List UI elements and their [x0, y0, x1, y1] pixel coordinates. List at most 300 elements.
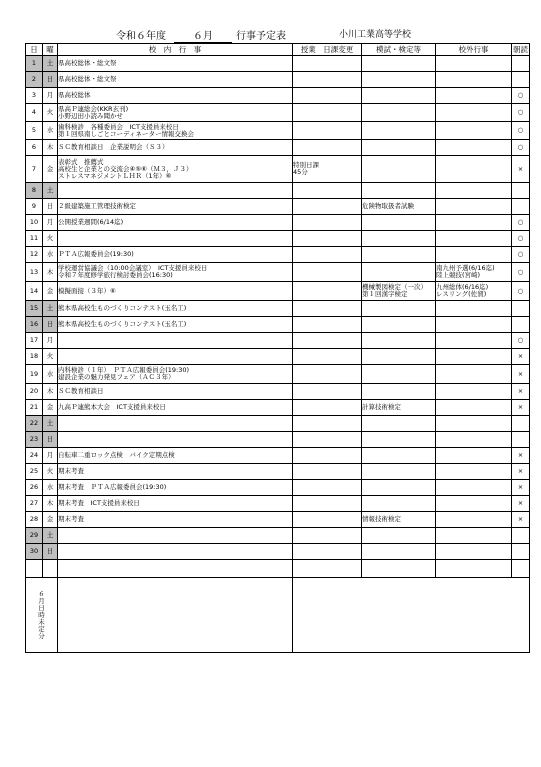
reading-mark — [512, 301, 530, 317]
school-event — [58, 496, 293, 512]
school-event — [58, 282, 293, 301]
school-event — [58, 333, 293, 349]
class-change — [293, 140, 362, 156]
weekday: 土 — [43, 56, 58, 72]
class-change-line: 特別日課 — [293, 161, 319, 169]
external-event — [436, 88, 512, 104]
reading-mark: × — [512, 480, 530, 496]
reading-mark — [512, 56, 530, 72]
mock-test — [362, 56, 436, 72]
reading-mark: ○ — [512, 282, 530, 301]
schedule-row — [26, 183, 530, 199]
external-event — [436, 301, 512, 317]
schedule-row — [26, 333, 530, 349]
external-event — [436, 400, 512, 416]
weekday: 土 — [43, 183, 58, 199]
reading-mark: ○ — [512, 88, 530, 104]
schedule-row — [26, 416, 530, 432]
school-event — [58, 512, 293, 528]
weekday: 月 — [43, 215, 58, 231]
mock-test — [362, 448, 436, 464]
external-event — [436, 282, 512, 301]
external-event — [436, 156, 512, 183]
external-event — [436, 231, 512, 247]
external-event — [436, 140, 512, 156]
external-event — [436, 416, 512, 432]
weekday: 月 — [43, 333, 58, 349]
external-event — [436, 122, 512, 140]
undetermined-label — [26, 578, 58, 653]
school-event — [58, 400, 293, 416]
class-change — [293, 317, 362, 333]
class-change — [293, 231, 362, 247]
weekday: 日 — [43, 72, 58, 88]
mock-test — [362, 432, 436, 448]
school-event-line: 模擬面接（３年）⑥ — [58, 286, 116, 295]
weekday: 月 — [43, 448, 58, 464]
reading-mark: × — [512, 156, 530, 183]
schedule-row — [26, 317, 530, 333]
blank-row — [26, 560, 530, 578]
col-mock-tests: 模試・検定等 — [362, 44, 436, 56]
day-number: 2 — [26, 72, 43, 88]
day-number: 24 — [26, 448, 43, 464]
class-change — [293, 72, 362, 88]
reading-mark: ○ — [512, 247, 530, 263]
school-event-line: 九高Ｐ連熊本大会 ICT支援員来校日 — [58, 403, 166, 411]
mock-test — [362, 72, 436, 88]
school-event-line: 高校生と企業との交流会④⑤⑥（Ｍ３，Ｊ３） — [58, 164, 193, 173]
schedule-row — [26, 231, 530, 247]
mock-test — [362, 349, 436, 365]
day-number: 14 — [26, 282, 43, 301]
school-event — [58, 247, 293, 263]
external-event — [436, 496, 512, 512]
title-row — [0, 27, 541, 43]
schedule-row — [26, 104, 530, 122]
school-event-line: ＳＣ教育相談日 企業説明会（Ｓ３） — [58, 143, 169, 151]
school-event — [58, 384, 293, 400]
day-number: 18 — [26, 349, 43, 365]
weekday: 水 — [43, 247, 58, 263]
reading-mark — [512, 432, 530, 448]
external-event-line: レスリング(佐賀) — [436, 290, 487, 298]
mock-test — [362, 122, 436, 140]
reading-mark: × — [512, 464, 530, 480]
weekday: 土 — [43, 528, 58, 544]
undetermined-label-char: 時 — [38, 610, 45, 619]
schedule-row — [26, 448, 530, 464]
external-event — [436, 263, 512, 282]
school-event-line: 期末考査 ＰＴＡ広報委員会(19:30) — [58, 483, 167, 491]
school-event — [58, 215, 293, 231]
undetermined-label-char: 分 — [38, 631, 45, 640]
reading-mark: × — [512, 400, 530, 416]
weekday: 火 — [43, 464, 58, 480]
mock-test — [362, 400, 436, 416]
school-event-line: 期末考査 — [58, 515, 84, 523]
school-event-line: 公開授業週間(6/14迄) — [58, 218, 124, 226]
schedule-row — [26, 512, 530, 528]
school-event-line: 令和７年度修学旅行検討委員会(16:30) — [58, 271, 173, 279]
school-event — [58, 301, 293, 317]
day-number: 25 — [26, 464, 43, 480]
schedule-row — [26, 464, 530, 480]
schedule-row — [26, 215, 530, 231]
external-event — [436, 72, 512, 88]
day-number: 7 — [26, 156, 43, 183]
schedule-row — [26, 432, 530, 448]
school-event — [58, 231, 293, 247]
weekday: 火 — [43, 231, 58, 247]
schedule-row — [26, 72, 530, 88]
mock-test — [362, 215, 436, 231]
undetermined-label-char: 日 — [38, 603, 45, 612]
class-change — [293, 464, 362, 480]
schedule-row — [26, 496, 530, 512]
reading-mark: ○ — [512, 122, 530, 140]
schedule-row — [26, 263, 530, 282]
external-event — [436, 432, 512, 448]
reading-mark: ○ — [512, 104, 530, 122]
school-event-line: 小野辺田小読み聞かせ — [58, 111, 123, 120]
reading-mark: × — [512, 512, 530, 528]
school-event-line: 期末考査 ICT支援員来校日 — [58, 499, 140, 507]
external-event — [436, 349, 512, 365]
col-school-events: 校 内 行 事 — [58, 44, 293, 56]
schedule-row — [26, 56, 530, 72]
weekday: 日 — [43, 199, 58, 215]
class-change — [293, 156, 362, 183]
school-event-line: 熊本県高校生ものづくりコンテスト(玉名工) — [58, 320, 187, 328]
class-change — [293, 496, 362, 512]
mock-test-line: 危険物取扱者試験 — [362, 202, 414, 210]
school-event — [58, 156, 293, 183]
school-event — [58, 140, 293, 156]
day-number: 21 — [26, 400, 43, 416]
mock-test — [362, 156, 436, 183]
class-change — [293, 104, 362, 122]
mock-test — [362, 496, 436, 512]
school-event — [58, 183, 293, 199]
weekday: 木 — [43, 263, 58, 282]
reading-mark: ○ — [512, 263, 530, 282]
mock-test — [362, 317, 436, 333]
month-label: ６月 — [174, 27, 232, 43]
external-event — [436, 384, 512, 400]
class-change — [293, 365, 362, 384]
school-event — [58, 122, 293, 140]
class-change — [293, 199, 362, 215]
school-event-line: 内科検診（１年） ＰＴＡ広報委員会(19:30) — [58, 366, 190, 374]
class-change — [293, 349, 362, 365]
school-event — [58, 317, 293, 333]
external-event — [436, 183, 512, 199]
school-event — [58, 72, 293, 88]
weekday: 木 — [43, 496, 58, 512]
schedule-row — [26, 301, 530, 317]
external-event — [436, 199, 512, 215]
weekday: 木 — [43, 384, 58, 400]
school-event-line: 県高校総体・総文祭 — [58, 75, 117, 83]
day-number: 17 — [26, 333, 43, 349]
schedule-row — [26, 480, 530, 496]
class-change — [293, 88, 362, 104]
class-change — [293, 432, 362, 448]
mock-test-line: 機械製図検定（一次） — [362, 283, 427, 291]
mock-test — [362, 464, 436, 480]
school-event-line: ＳＣ教育相談日 — [58, 387, 104, 395]
day-number: 15 — [26, 301, 43, 317]
reading-mark: ○ — [512, 215, 530, 231]
school-event — [58, 416, 293, 432]
school-event-line: 熊本県高校生ものづくりコンテスト(玉名工) — [58, 304, 187, 312]
school-event — [58, 432, 293, 448]
undetermined-label-char: 定 — [38, 624, 45, 633]
mock-test — [362, 140, 436, 156]
class-change — [293, 416, 362, 432]
col-morning-reading: 朝読 — [513, 45, 528, 54]
day-number: 13 — [26, 263, 43, 282]
schedule-row — [26, 365, 530, 384]
reading-mark: × — [512, 365, 530, 384]
mock-test — [362, 480, 436, 496]
school-event-line: 第１回県南しごとコーディネーター情報交換会 — [58, 129, 194, 138]
undetermined-events-cell — [58, 578, 293, 653]
day-number: 26 — [26, 480, 43, 496]
day-number: 10 — [26, 215, 43, 231]
day-number: 12 — [26, 247, 43, 263]
class-change — [293, 400, 362, 416]
mock-test — [362, 183, 436, 199]
class-change — [293, 282, 362, 301]
class-change — [293, 480, 362, 496]
reading-mark: ○ — [512, 140, 530, 156]
reading-mark: × — [512, 448, 530, 464]
class-change — [293, 384, 362, 400]
external-event — [436, 317, 512, 333]
col-external-events: 校外行事 — [436, 44, 512, 56]
weekday: 日 — [43, 317, 58, 333]
school-event-line: 表彰式 推薦式 — [58, 157, 104, 166]
mock-test-line: 情報技術検定 — [362, 515, 401, 523]
mock-test — [362, 512, 436, 528]
school-event-line: 学校運営協議会（10:00会議室） ICT支援員来校日 — [58, 264, 208, 272]
day-number: 1 — [26, 56, 43, 72]
col-weekday: 曜 — [43, 44, 58, 56]
external-event — [436, 247, 512, 263]
schedule-row — [26, 88, 530, 104]
fiscal-year: 令和６年度 — [116, 31, 166, 42]
weekday: 土 — [43, 416, 58, 432]
external-event — [436, 333, 512, 349]
school-event — [58, 464, 293, 480]
school-event — [58, 544, 293, 560]
external-event-line: 陸上競技(宮崎) — [436, 271, 481, 279]
undetermined-other-cell — [293, 578, 530, 653]
reading-mark: × — [512, 349, 530, 365]
weekday: 金 — [43, 512, 58, 528]
reading-mark: ○ — [512, 333, 530, 349]
external-event — [436, 215, 512, 231]
schedule-row — [26, 140, 530, 156]
reading-mark: ○ — [512, 231, 530, 247]
school-event — [58, 349, 293, 365]
class-change — [293, 183, 362, 199]
school-event-line: ＰＴＡ広報委員会(19:30) — [58, 250, 134, 258]
mock-test — [362, 199, 436, 215]
class-change-line: 45分 — [293, 168, 308, 176]
class-change — [293, 544, 362, 560]
schedule-row — [26, 544, 530, 560]
class-change — [293, 122, 362, 140]
day-number: 23 — [26, 432, 43, 448]
schedule-row — [26, 384, 530, 400]
school-event-line: 県高校総体 — [58, 91, 91, 99]
schedule-row — [26, 156, 530, 183]
mock-test — [362, 528, 436, 544]
mock-test — [362, 88, 436, 104]
schedule-row — [26, 282, 530, 301]
external-event — [436, 365, 512, 384]
day-number: 5 — [26, 122, 43, 140]
school-event — [58, 448, 293, 464]
weekday: 水 — [43, 365, 58, 384]
undetermined-label-char: 未 — [38, 617, 45, 626]
mock-test — [362, 104, 436, 122]
class-change — [293, 333, 362, 349]
external-event — [436, 104, 512, 122]
school-event-line: 県高Ｐ連総会(KKR玄刊) — [58, 104, 129, 113]
col-class-change: 授業 日課変更 — [293, 44, 362, 56]
undetermined-label-char: 月 — [38, 596, 45, 605]
external-event-line: 南九州予選(6/16迄) — [436, 264, 495, 272]
reading-mark — [512, 544, 530, 560]
school-event-line: ２級建築施工管理技術検定 — [58, 202, 136, 210]
mock-test — [362, 301, 436, 317]
external-event — [436, 544, 512, 560]
school-event — [58, 528, 293, 544]
class-change — [293, 448, 362, 464]
weekday: 水 — [43, 480, 58, 496]
day-number: 16 — [26, 317, 43, 333]
school-event-line: ストレスマネジメントＬＨＲ（1年）⑥ — [58, 171, 172, 180]
mock-test — [362, 282, 436, 301]
mock-test — [362, 333, 436, 349]
weekday: 金 — [43, 282, 58, 301]
external-event-line: 九州総体(6/16迄) — [436, 283, 489, 291]
class-change — [293, 215, 362, 231]
mock-test — [362, 544, 436, 560]
day-number: 30 — [26, 544, 43, 560]
external-event — [436, 56, 512, 72]
school-name: 小川工業高等学校 — [339, 30, 412, 40]
day-number: 19 — [26, 365, 43, 384]
school-event-line: 自転車二重ロック点検 バイク定期点検 — [58, 451, 175, 459]
reading-mark: × — [512, 384, 530, 400]
col-day: 日 — [26, 44, 43, 56]
external-event — [436, 528, 512, 544]
class-change — [293, 301, 362, 317]
school-event — [58, 263, 293, 282]
weekday: 木 — [43, 140, 58, 156]
schedule-row — [26, 349, 530, 365]
schedule-row — [26, 199, 530, 215]
school-event — [58, 365, 293, 384]
class-change — [293, 263, 362, 282]
schedule-row — [26, 247, 530, 263]
reading-mark — [512, 317, 530, 333]
day-number: 4 — [26, 104, 43, 122]
day-number: 22 — [26, 416, 43, 432]
reading-mark — [512, 416, 530, 432]
school-event — [58, 56, 293, 72]
weekday: 火 — [43, 349, 58, 365]
external-event — [436, 464, 512, 480]
school-event — [58, 104, 293, 122]
day-number: 8 — [26, 183, 43, 199]
weekday: 金 — [43, 400, 58, 416]
school-event-line: 建設企業の魅力発見フェア（ＡＣ３年） — [58, 373, 175, 381]
mock-test — [362, 231, 436, 247]
mock-test — [362, 365, 436, 384]
weekday: 金 — [43, 156, 58, 183]
schedule-row — [26, 400, 530, 416]
class-change — [293, 56, 362, 72]
class-change — [293, 512, 362, 528]
day-number: 29 — [26, 528, 43, 544]
school-event — [58, 480, 293, 496]
school-event — [58, 199, 293, 215]
day-number: 9 — [26, 199, 43, 215]
mock-test — [362, 263, 436, 282]
schedule-table — [25, 43, 530, 653]
weekday: 火 — [43, 104, 58, 122]
mock-test-line: 第１回漢字検定 — [362, 290, 408, 298]
weekday: 日 — [43, 432, 58, 448]
external-event — [436, 480, 512, 496]
mock-test — [362, 416, 436, 432]
class-change — [293, 528, 362, 544]
reading-mark — [512, 528, 530, 544]
school-event-line: 期末考査 — [58, 467, 84, 475]
reading-mark: × — [512, 496, 530, 512]
undetermined-row — [26, 578, 530, 653]
schedule-row — [26, 122, 530, 140]
weekday: 月 — [43, 88, 58, 104]
weekday: 土 — [43, 301, 58, 317]
school-event-line: 歯科検診 各種委員会 ICT支援員来校日 — [58, 122, 179, 131]
school-event — [58, 88, 293, 104]
reading-mark — [512, 72, 530, 88]
day-number: 3 — [26, 88, 43, 104]
reading-mark — [512, 199, 530, 215]
undetermined-label-char: ６ — [38, 589, 45, 598]
external-event — [436, 512, 512, 528]
day-number: 20 — [26, 384, 43, 400]
mock-test — [362, 247, 436, 263]
day-number: 27 — [26, 496, 43, 512]
mock-test — [362, 384, 436, 400]
weekday: 水 — [43, 122, 58, 140]
class-change — [293, 247, 362, 263]
page-title: 行事予定表 — [236, 31, 286, 42]
weekday: 日 — [43, 544, 58, 560]
header-row — [26, 44, 530, 56]
day-number: 11 — [26, 231, 43, 247]
schedule-row — [26, 528, 530, 544]
external-event — [436, 448, 512, 464]
